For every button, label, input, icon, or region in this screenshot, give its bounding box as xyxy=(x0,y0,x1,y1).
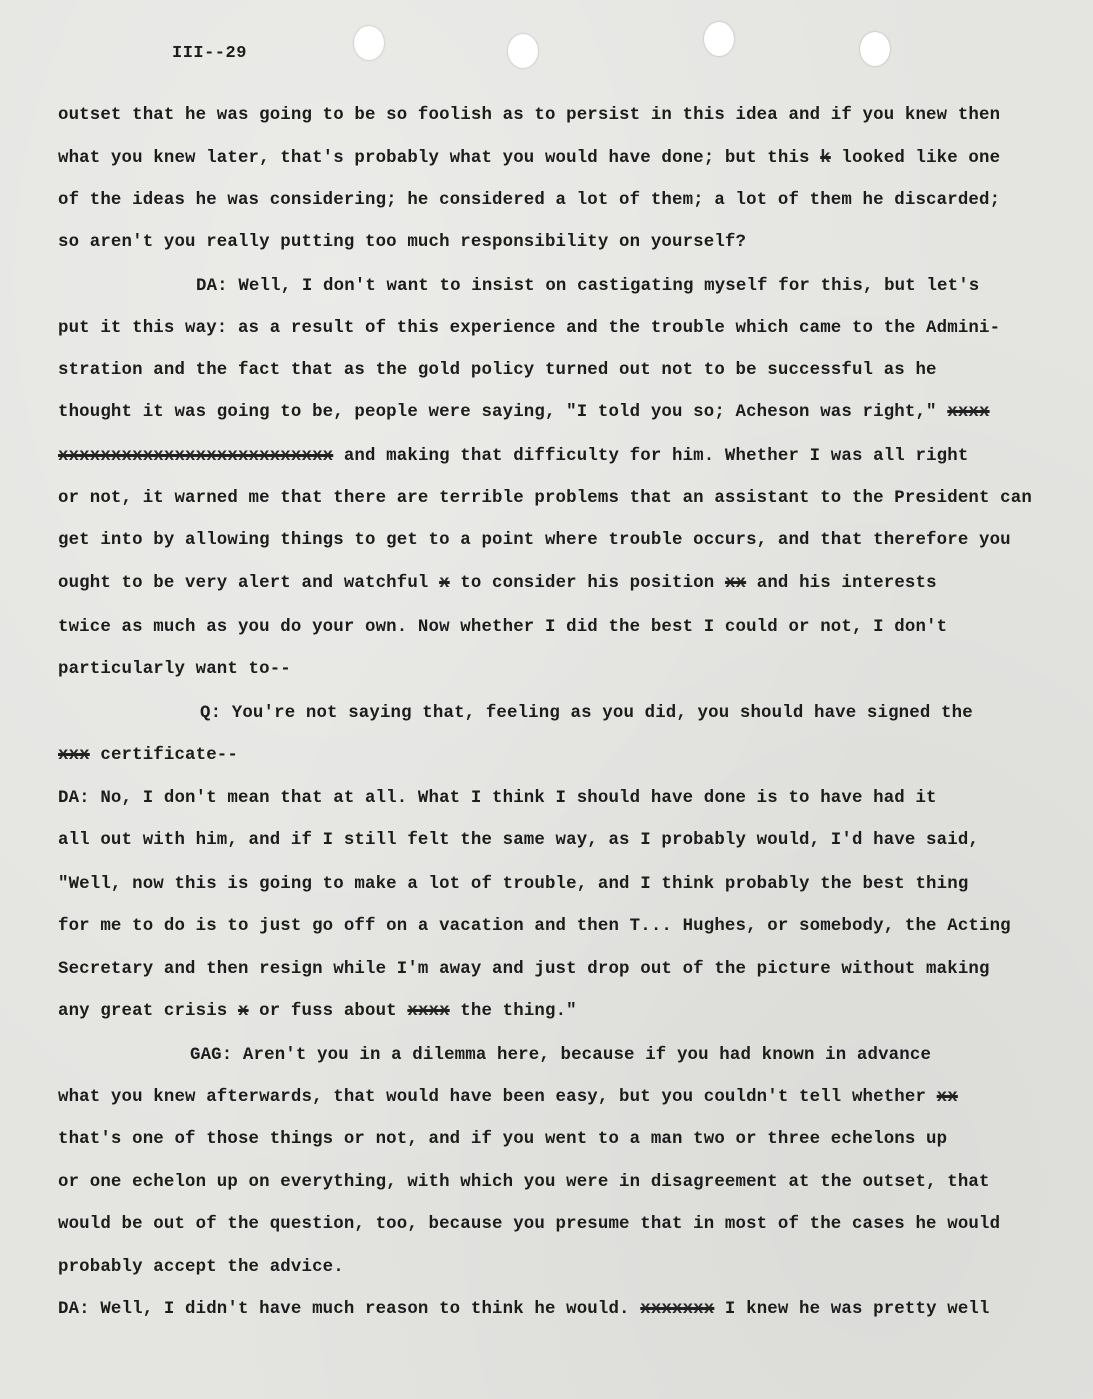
struck-text: xx xyxy=(724,574,747,593)
struck-text: xxxxxxxxxxxxxxxxxxxxxxxxxx xyxy=(58,447,334,466)
line-text: particularly want to-- xyxy=(58,660,291,679)
line-text: get into by allowing things to get to a point where trouble occurs, and that therefore you xyxy=(58,531,1011,550)
line-text: Secretary and then resign while I'm away and just drop out of the picture without making xyxy=(58,960,990,979)
text-line xyxy=(58,959,990,981)
struck-text: xxxx xyxy=(407,1002,450,1021)
line-text: probably accept the advice. xyxy=(58,1258,344,1277)
line-text: DA: Well, I didn't have much reason to think he would. xyxy=(58,1300,641,1319)
text-line xyxy=(58,105,1000,127)
text-line xyxy=(58,573,937,595)
line-text: certificate-- xyxy=(89,746,238,765)
line-text: any great crisis xyxy=(58,1002,238,1021)
text-line xyxy=(58,830,979,852)
text-line xyxy=(58,617,947,639)
line-text: ought to be very alert and watchful xyxy=(58,574,440,593)
text-line xyxy=(58,788,937,810)
line-text: "Well, now this is going to make a lot of trouble, and I think probably the best thing xyxy=(58,875,969,894)
line-text: Q: You're not saying that, feeling as you did, you should have signed the xyxy=(200,704,973,723)
punch-hole xyxy=(860,32,890,66)
line-text: put it this way: as a result of this experience and the trouble which came to the Admini- xyxy=(58,319,1001,338)
line-text: looked like one xyxy=(830,149,1001,168)
line-text: stration and the fact that as the gold policy turned out not to be successful as he xyxy=(58,361,937,380)
line-text: GAG: Aren't you in a dilemma here, because if you had known in advance xyxy=(190,1046,932,1065)
text-line xyxy=(58,659,291,681)
line-text: twice as much as you do your own. Now whether I did the best I could or not, I don't xyxy=(58,618,948,637)
line-text: all out with him, and if I still felt the same way, as I probably would, I'd have said, xyxy=(58,831,979,850)
line-text: would be out of the question, too, because you presume that in most of the cases he would xyxy=(58,1215,1001,1234)
line-text: that's one of those things or not, and if you went to a man two or three echelons up xyxy=(58,1130,948,1149)
line-text: to consider his position xyxy=(449,574,725,593)
text-line xyxy=(58,232,746,254)
line-text: so aren't you really putting too much responsibility on yourself? xyxy=(58,233,747,252)
line-text: outset that he was going to be so foolish as to persist in this idea and if you knew then xyxy=(58,106,1001,125)
line-text: and making that difficulty for him. Whether I was all right xyxy=(333,447,969,466)
line-text: DA: No, I don't mean that at all. What I think I should have done is to have had it xyxy=(58,789,937,808)
text-line xyxy=(58,1257,344,1279)
text-line xyxy=(58,1172,990,1194)
line-text: or fuss about xyxy=(248,1002,408,1021)
struck-text: xxxxxxx xyxy=(640,1300,715,1319)
text-line xyxy=(196,276,979,298)
text-line xyxy=(58,916,1011,938)
text-line xyxy=(190,1045,931,1067)
punch-hole xyxy=(704,22,734,56)
struck-text: xx xyxy=(936,1088,958,1107)
page-number: III--29 xyxy=(172,44,247,63)
line-text: thought it was going to be, people were saying, "I told you so; Acheson was right," xyxy=(58,403,948,422)
line-text: I knew he was pretty well xyxy=(714,1300,990,1319)
text-line xyxy=(58,488,1032,510)
line-text: and his interests xyxy=(746,574,937,593)
punch-hole xyxy=(508,34,538,68)
text-line xyxy=(58,530,1011,552)
text-line xyxy=(58,1214,1000,1236)
struck-text: x xyxy=(237,1002,249,1021)
line-text: DA: Well, I don't want to insist on castigating myself for this, but let's xyxy=(196,277,980,296)
text-line xyxy=(58,1001,577,1023)
text-line xyxy=(58,360,937,382)
punch-hole xyxy=(354,26,384,60)
text-line xyxy=(58,190,1000,212)
line-text: the thing." xyxy=(449,1002,577,1021)
line-text: what you knew afterwards, that would have been easy, but you couldn't tell whether xyxy=(58,1088,937,1107)
text-line xyxy=(58,1087,958,1109)
text-line xyxy=(58,318,1000,340)
struck-text: k xyxy=(820,149,831,168)
text-line xyxy=(58,1299,990,1321)
line-text: for me to do is to just go off on a vacation and then T... Hughes, or somebody, the Acting xyxy=(58,917,1011,936)
line-text: what you knew later, that's probably what you would have done; but this xyxy=(58,149,821,168)
line-text: or one echelon up on everything, with which you were in disagreement at the outset, that xyxy=(58,1173,990,1192)
text-line xyxy=(200,703,973,725)
text-line xyxy=(58,745,238,767)
line-text: of the ideas he was considering; he considered a lot of them; a lot of them he discarded; xyxy=(58,191,1001,210)
struck-text: x xyxy=(439,574,450,593)
text-line xyxy=(58,874,968,896)
text-line xyxy=(58,446,968,468)
struck-text: xxxx xyxy=(947,403,990,422)
text-line xyxy=(58,1129,947,1151)
struck-text: xxx xyxy=(58,746,90,765)
text-line xyxy=(58,148,1000,170)
line-text: or not, it warned me that there are terrible problems that an assistant to the President can xyxy=(58,489,1032,508)
text-line xyxy=(58,402,990,424)
